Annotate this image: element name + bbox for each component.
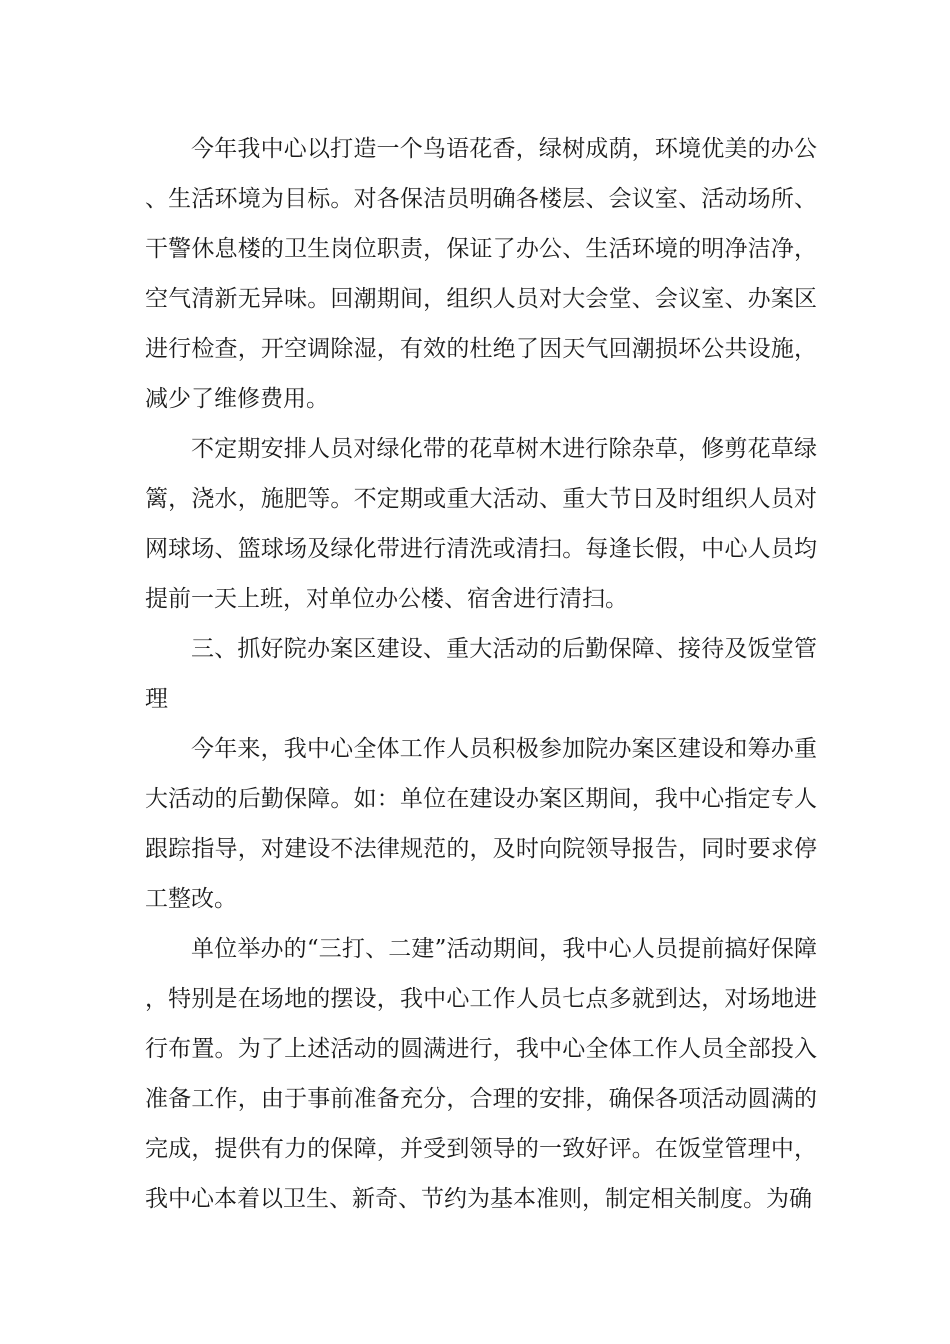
paragraph-cleaning-environment: 今年我中心以打造一个鸟语花香，绿树成荫，环境优美的办公、生活环境为目标。对各保洁员明确各楼层、会议室、活动场所、干警休息楼的卫生岗位职责，保证了办公、生活环境的明净洁净，空气清新无异味。回潮期间，组织人员对大会堂、会议室、办案区进行检查，开空调除湿，有效的杜绝了因天气回潮损坏公共设施，减少了维修费用。 (145, 136, 817, 412)
paragraph-greenery-maintenance: 不定期安排人员对绿化带的花草树木进行除杂草，修剪花草绿篱，浇水，施肥等。不定期或重大活动、重大节日及时组织人员对网球场、篮球场及绿化带进行清洗或清扫。每逢长假，中心人员均提前一天上班，对单位办公楼、宿舍进行清扫。 (145, 436, 817, 612)
section-heading-3: 三、抓好院办案区建设、重大活动的后勤保障、接待及饭堂管理 (145, 636, 817, 712)
paragraph-event-support: 单位举办的“三打、二建”活动期间，我中心人员提前搞好保障，特别是在场地的摆设，我中心工作人员七点多就到达，对场地进行布置。为了上述活动的圆满进行，我中心全体工作人员全部投入准备工作，由于事前准备充分，合理的安排，确保各项活动圆满的完成，提供有力的保障，并受到领导的一致好评。在饭堂管理中，我中心本着以卫生、新奇、节约为基本准则，制定相关制度。为确 (145, 936, 817, 1212)
document-body (145, 124, 817, 1224)
paragraph-case-area-construction: 今年来，我中心全体工作人员积极参加院办案区建设和筹办重大活动的后勤保障。如：单位在建设办案区期间，我中心指定专人跟踪指导，对建设不法律规范的，及时向院领导报告，同时要求停工整改。 (145, 736, 817, 912)
